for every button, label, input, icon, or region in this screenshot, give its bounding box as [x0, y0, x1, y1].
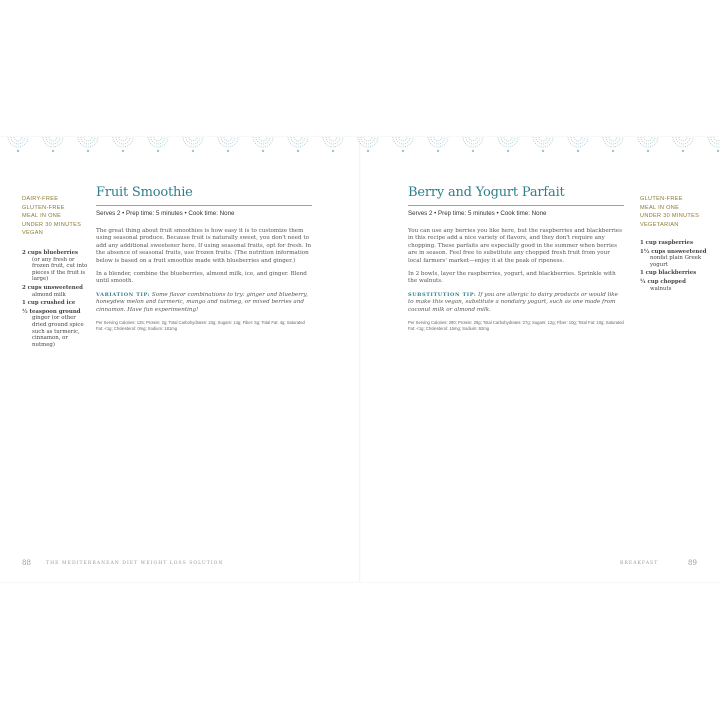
right-tip	[408, 292, 624, 314]
ingredient-note: ginger (or other dried ground spice such as turmeric, cinnamon, or nutmeg)	[32, 315, 84, 348]
ingredient-amount: ½ teaspoon ground	[22, 308, 81, 315]
ingredient-amount: 2 cups unsweetened	[22, 284, 83, 291]
left-method-paragraph: In a blender, combine the blueberries, almond milk, ice, and ginger. Blend until smooth.	[96, 271, 307, 285]
dietary-tag: DAIRY-FREE	[22, 196, 59, 202]
left-dietary-tags	[22, 195, 81, 238]
ornament-motif	[533, 137, 553, 152]
right-nutrition-info: Per Serving Calories: 290; Protein: 29g; Total Carbohydrates: 27g; Sugars: 12g; Fiber: 10g; Total Fat: 10g; Saturated Fat: <1g; Cholesterol: 15mg; Sodium: 92mg	[408, 320, 624, 331]
ornament-motif	[708, 137, 720, 152]
dietary-tag: UNDER 30 MINUTES	[640, 213, 700, 220]
ingredient-amount: 1 cup raspberries	[640, 240, 694, 246]
left-nutrition-info: Per Serving Calories: 125; Protein: 2g; Total Carbohydrates: 23g; Sugars: 14g; Fiber: 5g; Total Fat: 4g; Saturated Fat: <1g; Cholesterol: 0mg; Sodium: 181mg	[96, 320, 305, 331]
ingredient-item	[22, 285, 90, 298]
ingredient-item	[640, 240, 710, 247]
ornament-motif	[113, 137, 133, 152]
ornament-motif	[638, 137, 658, 152]
right-recipe-title: Berry and Yogurt Parfait	[408, 185, 565, 200]
ingredient-item	[640, 249, 710, 269]
ornament-motif	[498, 137, 518, 152]
right-recipe-meta: Serves 2 • Prep time: 5 minutes • Cook time: None	[408, 210, 547, 217]
right-running-head: BREAKFAST	[620, 561, 659, 566]
right-page-number: 89	[688, 559, 697, 567]
right-tip-text: If you are allergic to dairy products or would like to make this vegan, substitute a nondairy yogurt, such as one made from coconut milk or almond milk.	[408, 291, 618, 313]
left-running-head: THE MEDITERRANEAN DIET WEIGHT LOSS SOLUTION	[46, 561, 224, 566]
ingredient-note: (or any fresh or frozen fruit, cut into pieces if the fruit is large)	[32, 256, 88, 283]
right-recipe-body	[408, 228, 624, 331]
ornament-motif	[428, 137, 448, 152]
left-tip-text: Some flavor combinations to try: ginger and blueberry, honeydew melon and turmeric, mango and nutmeg, or mixed berries and cinnamon. Have fun experimenting!	[96, 291, 308, 313]
ornament-motif	[78, 137, 98, 152]
ingredient-item	[640, 270, 710, 277]
dietary-tag: VEGETARIAN	[640, 221, 679, 228]
book-spread	[0, 137, 720, 582]
ornament-motif	[463, 137, 483, 152]
right-tip-label: SUBSTITUTION TIP:	[408, 291, 477, 298]
ingredient-amount: ¼ cup chopped	[640, 278, 686, 285]
ingredient-note: almond milk	[32, 291, 66, 298]
right-dietary-tags	[640, 195, 699, 229]
left-recipe-body	[96, 228, 312, 331]
dietary-tag: UNDER 30 MINUTES	[22, 221, 82, 228]
ingredient-item	[640, 279, 710, 292]
ingredient-amount: 1 cup crushed ice	[22, 300, 76, 307]
ingredient-amount: 1 cup blackberries	[640, 270, 697, 277]
ornament-motif	[288, 137, 308, 152]
right-intro-paragraph: You can use any berries you like here, but the raspberries and blackberries in this recipe add a nice variety of flavors, and they don't require any chopping. These parfaits are especially good in the summer when berries are in season. Feel free to substitute any chopped fresh fruit from your local farmers' market—enjoy it at the peak of ripeness.	[408, 228, 622, 264]
left-tip	[96, 292, 312, 314]
ornament-motif	[8, 137, 28, 152]
right-title-rule	[408, 205, 624, 206]
ingredient-note: nonfat plain Greek yogurt	[650, 255, 702, 268]
ornament-motif	[148, 137, 168, 152]
left-recipe-title: Fruit Smoothie	[96, 185, 193, 200]
left-ingredient-list	[22, 250, 90, 350]
right-ingredient-list	[640, 240, 710, 294]
right-method-paragraph: In 2 bowls, layer the raspberries, yogurt, and blackberries. Sprinkle with the walnuts.	[408, 271, 616, 285]
book-gutter	[359, 137, 361, 582]
ornament-motif	[218, 137, 238, 152]
dietary-tag: GLUTEN-FREE	[640, 196, 683, 202]
ornament-motif	[183, 137, 203, 152]
ornament-motif	[568, 137, 588, 152]
ingredient-amount: 2 cups blueberries	[22, 250, 79, 256]
left-tip-label: VARIATION TIP:	[96, 291, 151, 298]
left-page-number: 88	[22, 559, 31, 567]
dietary-tag: MEAL IN ONE	[640, 204, 680, 211]
ingredient-item	[22, 300, 90, 307]
ornament-motif	[358, 137, 378, 152]
dietary-tag: GLUTEN-FREE	[22, 204, 65, 211]
left-recipe-meta: Serves 2 • Prep time: 5 minutes • Cook time: None	[96, 210, 235, 217]
ornament-motif	[673, 137, 693, 152]
left-title-rule	[96, 205, 312, 206]
ingredient-item	[22, 250, 90, 283]
ornament-motif	[43, 137, 63, 152]
dietary-tag: VEGAN	[22, 230, 44, 237]
ornament-motif	[603, 137, 623, 152]
ornament-motif	[393, 137, 413, 152]
ornament-motif	[253, 137, 273, 152]
dietary-tag: MEAL IN ONE	[22, 213, 62, 220]
left-intro-paragraph: The great thing about fruit smoothies is how easy it is to customize them using seasonal produce. Because fruit is naturally sweet, you don't need to add any additional sweetener here. If using seasonal fruits, opt for fresh. In the absence of seasonal fruits, use frozen fruits. (The nutrition information below is based on a fruit smoothie made with blueberries and ginger.)	[96, 228, 312, 264]
ingredient-item	[22, 309, 90, 349]
ingredient-amount: 1½ cups unsweetened	[640, 248, 707, 255]
ornament-motif	[323, 137, 343, 152]
ingredient-note: walnuts	[650, 285, 672, 292]
